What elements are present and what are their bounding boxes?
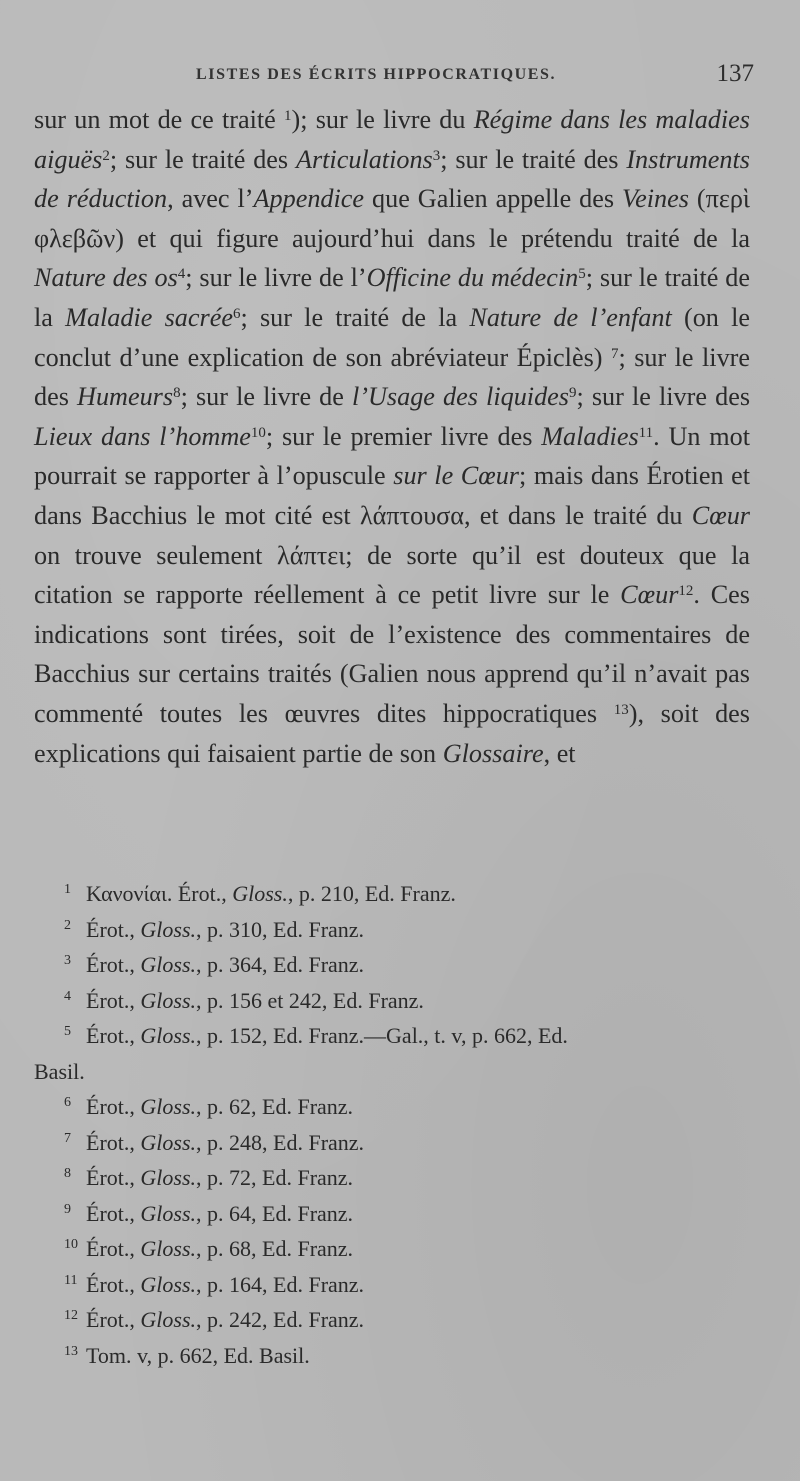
- footnote-ref: 1: [284, 107, 292, 124]
- footnote-abbrev: Gloss.: [140, 1129, 197, 1155]
- footnote: [34, 1302, 750, 1338]
- footnote-text: , p. 364, Ed. Franz.: [196, 952, 365, 977]
- footnote-text: , p. 68, Ed. Franz.: [196, 1236, 354, 1261]
- footnote-text: Érot.,: [86, 1129, 141, 1155]
- footnote-text: , p. 156 et 242, Ed. Franz.: [196, 987, 424, 1013]
- footnote-ref: 5: [578, 266, 586, 283]
- footnote-ref: 9: [568, 384, 577, 401]
- work-title: Nature de l’enfant: [469, 302, 672, 332]
- footnote-abbrev: Gloss.: [140, 1307, 197, 1332]
- body-text-segment: ; sur le livre de l’: [185, 263, 367, 293]
- footnote-number: 5: [64, 1024, 71, 1039]
- work-title: Humeurs: [77, 382, 174, 412]
- footnote-text: , p. 210, Ed. Franz.: [287, 881, 456, 906]
- body-text-segment: que Galien appelle des: [364, 184, 623, 214]
- footnote-abbrev: Gloss.: [140, 1094, 197, 1119]
- footnote-text: Κανονίαι. Érot.,: [86, 881, 233, 906]
- work-title: Lieux dans l’homme: [34, 421, 251, 451]
- work-title: Cœur: [691, 500, 750, 530]
- footnote-number: 4: [64, 988, 71, 1004]
- footnote-ref: 10: [250, 424, 266, 441]
- footnote-text: Érot.,: [86, 987, 141, 1013]
- footnote-text: Érot.,: [86, 952, 141, 977]
- footnote-abbrev: Gloss.: [140, 1200, 197, 1226]
- footnote-text: , p. 72, Ed. Franz.: [196, 1165, 354, 1190]
- footnote: [34, 1089, 750, 1125]
- footnote: [34, 1018, 750, 1089]
- footnote-abbrev: Gloss.: [140, 952, 197, 977]
- body-paragraph: [34, 100, 750, 773]
- footnote-text: Érot.,: [86, 1236, 141, 1261]
- footnote: [34, 1267, 750, 1303]
- footnote-number: 10: [64, 1237, 78, 1252]
- page-header: [34, 60, 754, 98]
- footnote: [34, 876, 750, 912]
- body-text-segment: ; sur le traité des: [109, 144, 296, 174]
- work-title: Nature des os: [34, 263, 178, 293]
- footnote-text: , p. 242, Ed. Franz.: [196, 1307, 365, 1332]
- footnote-text: , p. 310, Ed. Franz.: [196, 916, 365, 942]
- body-text-segment: ; sur le livre des: [34, 342, 751, 412]
- body-text-segment: (περὶ φλεβῶν) et qui figure aujourd’hui dans le prétendu traité de la: [34, 184, 750, 253]
- body-text-segment: . Un mot pourrait se rapporter à l’opuscule: [34, 421, 750, 491]
- footnote-ref: 8: [173, 384, 181, 401]
- body-text-segment: on trouve seulement λάπτει; de sorte qu’il est douteux que la citation se rapporte réellement à ce petit livre sur le: [34, 540, 750, 610]
- footnote-text: Érot.,: [86, 1307, 141, 1332]
- body-text-segment: ; mais dans Érotien et dans Bacchius le mot cité est λάπτουσα, et dans le traité du: [34, 461, 751, 530]
- footnote-abbrev: Gloss.: [140, 1271, 197, 1297]
- body-text-segment: ; sur le premier livre des: [265, 421, 542, 451]
- footnote: [34, 1231, 750, 1267]
- footnote: [34, 983, 750, 1019]
- body-text-segment: ); sur le livre du: [291, 105, 474, 134]
- footnote: [34, 912, 750, 948]
- footnote-ref: 7: [610, 345, 619, 362]
- work-title: sur le Cœur: [393, 461, 519, 491]
- body-text-segment: , et: [543, 738, 576, 768]
- footnote-text: Érot.,: [86, 1094, 141, 1119]
- work-title: Veines: [622, 184, 689, 214]
- work-title: Maladies: [541, 421, 639, 451]
- footnote: [34, 1196, 750, 1232]
- footnote-number: 13: [64, 1343, 78, 1359]
- footnote-abbrev: Gloss.: [140, 1023, 197, 1048]
- footnote-number: 7: [64, 1130, 71, 1146]
- footnote-number: 1: [64, 882, 71, 897]
- body-text-segment: ; sur le traité de la: [240, 302, 470, 332]
- footnote-ref: 6: [232, 305, 241, 322]
- footnote-number: 3: [64, 953, 71, 968]
- footnote: [34, 1338, 750, 1374]
- work-title: Articulations: [295, 144, 433, 174]
- footnote-ref: 3: [432, 147, 441, 164]
- footnote-abbrev: Gloss.: [140, 1236, 197, 1261]
- footnote-number: 11: [64, 1272, 78, 1288]
- book-page: [34, 60, 754, 1460]
- footnote-text: , p. 164, Ed. Franz.: [196, 1271, 365, 1297]
- footnote: [34, 1125, 750, 1161]
- footnote-abbrev: Gloss.: [232, 881, 288, 906]
- footnote-text: Tom. v, p. 662, Ed. Basil.: [86, 1342, 310, 1368]
- footnote-continuation: Basil.: [34, 1058, 85, 1084]
- work-title: l’Usage des liquides: [352, 382, 569, 412]
- body-text-segment: ; sur le livre des: [576, 382, 751, 412]
- footnote-text: , p. 62, Ed. Franz.: [196, 1094, 354, 1119]
- footnote-text: Érot.,: [86, 1023, 141, 1048]
- work-title: Officine du médecin: [366, 263, 579, 293]
- footnote-text: , p. 248, Ed. Franz.: [196, 1129, 365, 1155]
- body-text-segment: ; sur le traité des: [440, 144, 627, 174]
- footnote-abbrev: Gloss.: [140, 916, 197, 942]
- footnote-text: , p. 152, Ed. Franz.—Gal., t. v, p. 662, Ed.: [196, 1023, 568, 1048]
- footnote-text: Érot.,: [86, 1165, 141, 1190]
- footnote: [34, 1160, 750, 1196]
- footnote-abbrev: Gloss.: [140, 1165, 197, 1190]
- footnote-text: Érot.,: [86, 1271, 141, 1297]
- body-text-segment: (on le conclut d’une explication de son abréviateur Épiclès): [34, 302, 751, 372]
- footnote-number: 8: [64, 1166, 71, 1181]
- footnote: [34, 947, 750, 983]
- running-head: LISTES DES ÉCRITS HIPPOCRATIQUES.: [196, 66, 557, 83]
- footnote-ref: 11: [638, 424, 654, 441]
- body-text-segment: . Ces indications sont tirées, soit de l’existence des commentaires de Bacchius sur certains traités (Galien nous apprend qu’il n’avait pas commenté toutes les œuvres dites hippocratiques: [34, 580, 750, 728]
- body-text-segment: ), soit des explications qui faisaient partie de son: [34, 698, 750, 768]
- footnote-number: 9: [64, 1201, 71, 1217]
- work-title: Glossaire: [442, 738, 544, 768]
- work-title: Cœur: [620, 580, 679, 610]
- work-title: Maladie sacrée: [65, 302, 233, 332]
- body-text-segment: ; sur le livre de: [180, 382, 353, 412]
- footnote-text: Érot.,: [86, 916, 141, 942]
- body-text-segment: ; sur le traité de la: [34, 263, 750, 332]
- work-title: Instruments de réduction: [34, 144, 750, 214]
- footnote-text: Érot.,: [86, 1200, 141, 1226]
- footnote-abbrev: Gloss.: [140, 987, 197, 1013]
- work-title: Appendice: [253, 184, 365, 214]
- work-title: Régime dans les maladies aiguës: [34, 105, 750, 174]
- body-text-segment: sur un mot de ce traité: [34, 105, 285, 134]
- footnote-number: 6: [64, 1095, 71, 1110]
- footnote-ref: 13: [613, 701, 629, 718]
- footnote-ref: 12: [678, 582, 694, 599]
- body-text-segment: , avec l’: [167, 184, 254, 214]
- footnote-ref: 4: [177, 266, 186, 283]
- footnote-number: 12: [64, 1308, 78, 1323]
- page-number: 137: [716, 60, 754, 87]
- footnote-text: , p. 64, Ed. Franz.: [196, 1200, 354, 1226]
- footnote-number: 2: [64, 917, 71, 933]
- footnote-ref: 2: [102, 147, 110, 164]
- footnotes-list: [34, 876, 750, 1373]
